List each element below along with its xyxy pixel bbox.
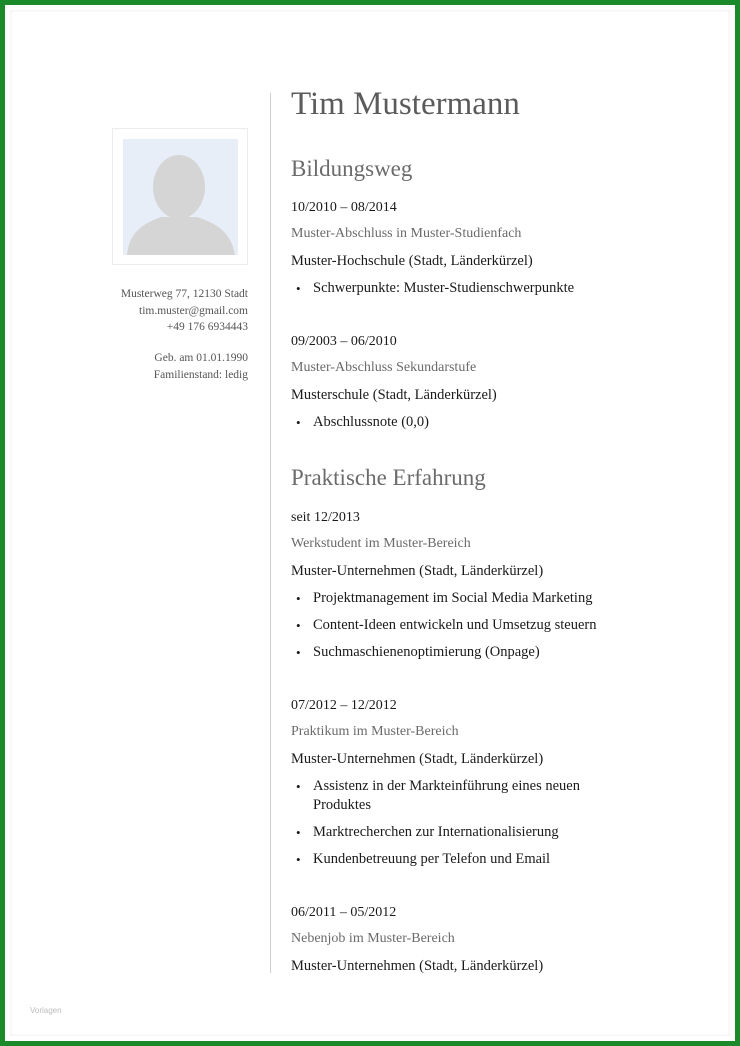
address-text: Musterweg 77, 12130 Stadt [120, 288, 248, 300]
list-item [291, 616, 611, 635]
list-item-text: Projektmanagement im Social Media Marketing [313, 590, 593, 606]
bullet-icon: • [296, 281, 301, 296]
birth-date-text: Geb. am 01.01.1990 [154, 352, 248, 364]
person-silhouette-icon [123, 139, 238, 255]
list-item [291, 823, 611, 842]
entry-organization: Musterschule (Stadt, Länderkürzel) [291, 387, 497, 403]
list-item-text: Content-Ideen entwickeln und Umsetzug steuern [313, 617, 597, 633]
personal-info-block [60, 350, 248, 383]
bullet-icon: • [296, 591, 301, 606]
avatar-placeholder [123, 139, 238, 255]
bullet-icon: • [296, 779, 301, 794]
section-title-experience: Praktische Erfahrung [291, 465, 486, 490]
bullet-icon: • [296, 825, 301, 840]
list-item-text: Suchmaschienenoptimierung (Onpage) [313, 644, 540, 660]
footer-watermark: Vorlagen [30, 1006, 62, 1015]
profile-photo-frame [112, 128, 248, 265]
entry-role: Werkstudent im Muster-Bereich [291, 536, 471, 551]
bullet-icon: • [296, 645, 301, 660]
entry-date: seit 12/2013 [291, 510, 360, 525]
bullet-icon: • [296, 852, 301, 867]
bullet-icon: • [296, 618, 301, 633]
contact-block [60, 286, 248, 336]
list-item [291, 589, 611, 608]
bullet-icon: • [296, 415, 301, 430]
list-item [291, 777, 591, 815]
list-item [291, 850, 611, 869]
list-item-text: Schwerpunkte: Muster-Studienschwerpunkte [313, 280, 575, 296]
email-text: tim.muster@gmail.com [139, 304, 248, 317]
entry-date: 10/2010 – 08/2014 [291, 200, 397, 215]
entry-date: 09/2003 – 06/2010 [291, 334, 397, 349]
list-item-text: Assistenz in der Markteinführung eines neuen Produktes [313, 778, 580, 813]
entry-date: 07/2012 – 12/2012 [291, 698, 397, 713]
marital-status-text: Familienstand: ledig [153, 368, 248, 381]
entry-date: 06/2011 – 05/2012 [291, 905, 397, 920]
entry-degree: Muster-Abschluss in Muster-Studienfach [291, 226, 522, 241]
phone-text: +49 176 6934443 [166, 321, 248, 333]
entry-organization: Muster-Hochschule (Stadt, Länderkürzel) [291, 253, 533, 269]
entry-organization: Muster-Unternehmen (Stadt, Länderkürzel) [291, 751, 544, 767]
entry-degree: Muster-Abschluss Sekundarstufe [291, 360, 477, 375]
person-name: Tim Mustermann [291, 86, 520, 122]
list-item [291, 413, 611, 432]
entry-organization: Muster-Unternehmen (Stadt, Länderkürzel) [291, 563, 544, 579]
list-item-text: Kundenbetreuung per Telefon und Email [313, 851, 551, 867]
list-item-text: Abschlussnote (0,0) [313, 414, 429, 430]
column-divider [270, 93, 271, 973]
list-item [291, 279, 611, 298]
entry-role: Nebenjob im Muster-Bereich [291, 931, 455, 946]
section-title-education: Bildungsweg [291, 156, 413, 181]
list-item [291, 643, 611, 662]
list-item-text: Marktrecherchen zur Internationalisierung [313, 824, 559, 840]
entry-organization: Muster-Unternehmen (Stadt, Länderkürzel) [291, 958, 544, 974]
entry-role: Praktikum im Muster-Bereich [291, 724, 459, 739]
